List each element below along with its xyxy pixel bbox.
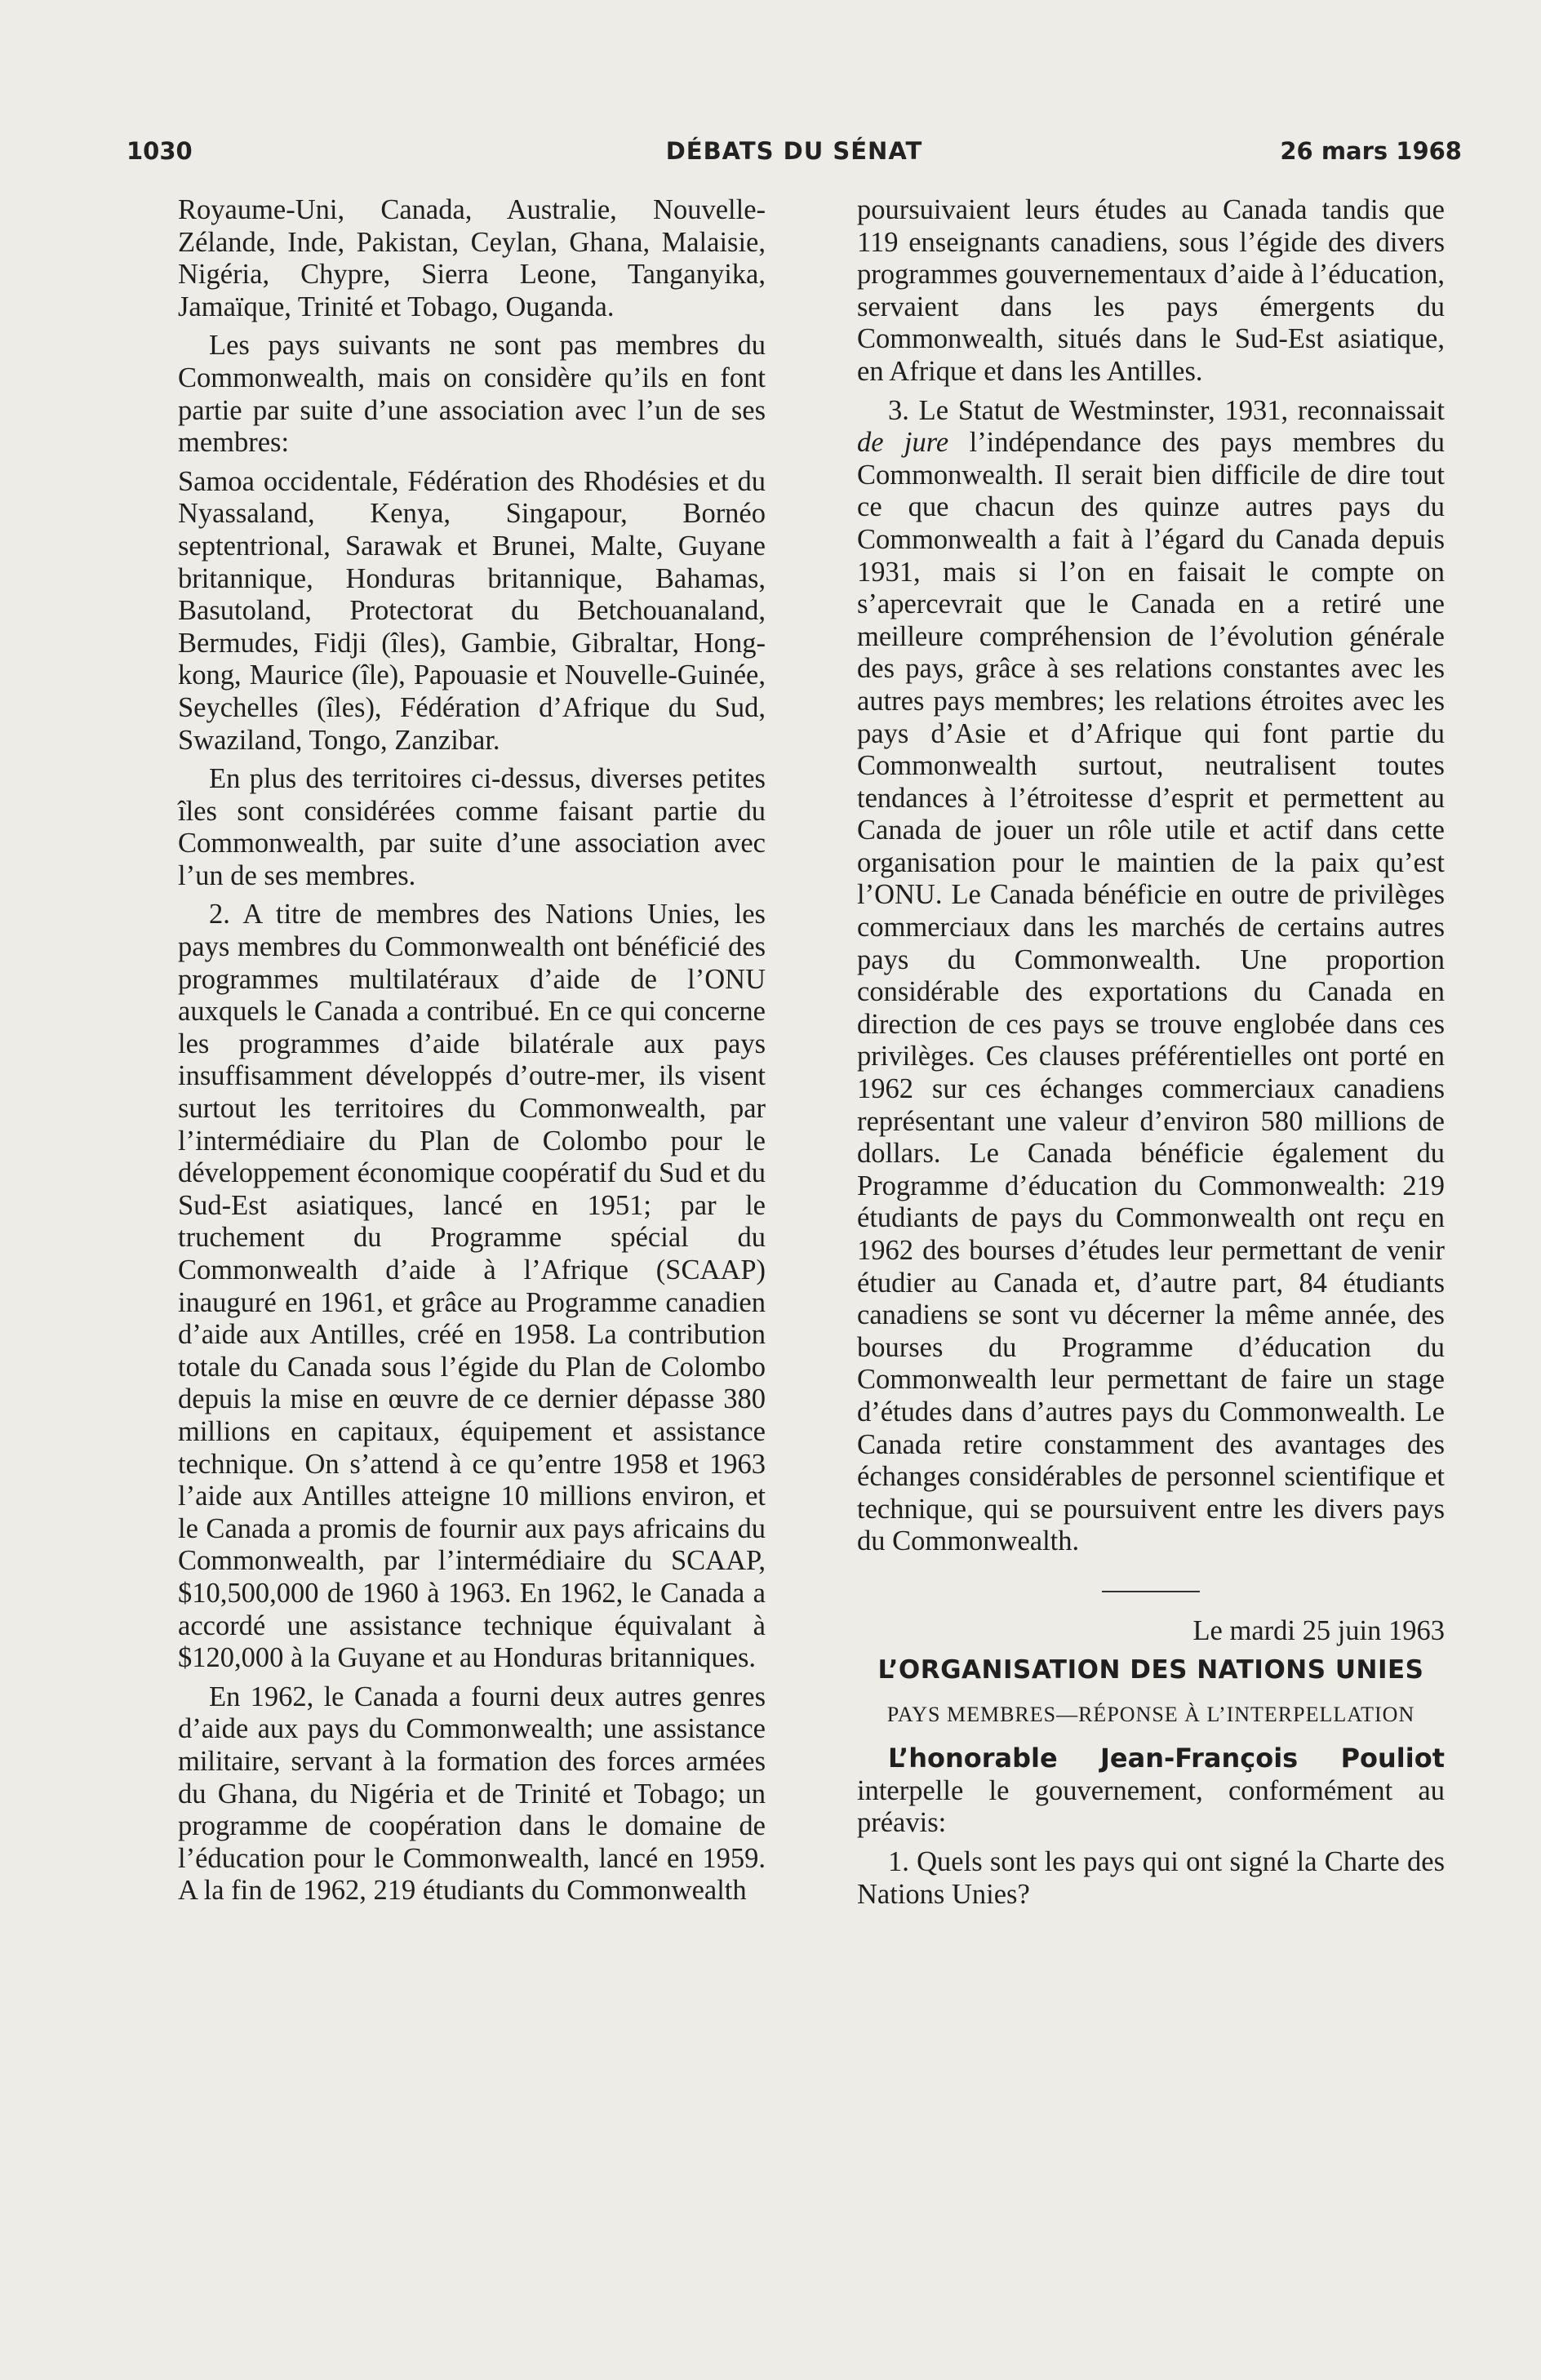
answer-3-start: 3. Le Statut de Westminster, 1931, reconnaissait — [888, 394, 1445, 426]
de-jure-italic: de jure — [857, 427, 949, 459]
speaker-name: L’honorable Jean-François Pouliot — [888, 1743, 1445, 1774]
inquiry-text: interpelle le gouvernement, conformément au préavis: — [857, 1774, 1445, 1839]
page-number: 1030 — [127, 137, 193, 165]
right-column — [857, 194, 1445, 1917]
paragraph-associated-intro: Les pays suivants ne sont pas membres du Commonwealth, mais on considère qu’ils en font partie par suite d’une association avec l’un de ses membres: — [178, 330, 766, 459]
sitting-date: Le mardi 25 juin 1963 — [1192, 1614, 1445, 1646]
member-countries-list: Royaume-Uni, Canada, Australie, Nouvelle-Zélande, Inde, Pakistan, Ceylan, Ghana, Malaisie, Nigéria, Chypre, Sierra Leone, Tanganyika, Jamaïque, Trinité et Tobago, Ouganda. — [178, 194, 766, 322]
paragraph-aid-1962: En 1962, le Canada a fourni deux autres genres d’aide aux pays du Commonwealth; une assistance militaire, servant à la formation des forces armées du Ghana, du Nigéria et de Trinité et Tobago; un programme de coopération dans le domaine de l’éducation pour le Commonwealth, lancé en 1959. A la fin de 1962, 219 étudiants du Commonwealth — [178, 1681, 766, 1907]
paragraph-inquiry — [857, 1743, 1445, 1840]
section-subtitle: PAYS MEMBRES—RÉPONSE À L’INTERPELLATION — [886, 1703, 1415, 1727]
left-column — [178, 194, 766, 1914]
paragraph-answer-2: 2. A titre de membres des Nations Unies, les pays membres du Commonwealth ont bénéficié des programmes multilatéraux d’aide de l’ONU auxquels le Canada a contribué. En ce qui concerne les programmes d’aide bilatérale aux pays insuffisamment développés d’outre-mer, ils visent surtout les territoires du Commonwealth, par l’intermédiaire du Plan de Colombo pour le développement économique coopératif du Sud et du Sud-Est asiatiques, lancé en 1951; par le truchement du Programme spécial du Commonwealth d’aide à l’Afrique (SCAAP) inauguré en 1961, et grâce au Programme canadien d’aide aux Antilles, créé en 1958. La contribution totale du Canada sous l’égide du Plan de Colombo depuis la mise en œuvre de ce dernier dépasse 380 millions en capitaux, équipement et assistance technique. On s’attend à ce qu’entre 1958 et 1963 l’aide aux Antilles atteigne 10 millions environ, et le Canada a promis de fournir aux pays africains du Commonwealth, par l’intermédiaire du SCAAP, $10,500,000 de 1960 à 1963. En 1962, le Canada a accordé une assistance technique équivalant à $120,000 à la Guyane et au Honduras britanniques. — [178, 899, 766, 1674]
header-date: 26 mars 1968 — [1280, 137, 1462, 165]
paragraph-continued: poursuivaient leurs études au Canada tandis que 119 enseignants canadiens, sous l’égide des divers programmes gouvernementaux d’aide à l’éducation, servaient dans les pays émergents du Commonwealth, situés dans le Sud-Est asiatique, en Afrique et dans les Antilles. — [857, 194, 1445, 387]
section-title: L’ORGANISATION DES NATIONS UNIES — [877, 1654, 1424, 1685]
paragraph-small-islands: En plus des territoires ci-dessus, diverses petites îles sont considérées comme faisant partie du Commonwealth, par suite d’une association avec l’un de ses membres. — [178, 763, 766, 891]
answer-3-rest: l’indépendance des pays membres du Commonwealth. Il serait bien difficile de dire tout ce que chacun des quinze autres pays du Commonwealth a fait à l’égard du Canada depuis 1931, mais si l’on en faisait le compte on s’apercevrait que le Canada en a retiré une meilleure compréhension de l’évolution générale des pays, grâce à ses relations constantes avec les autres pays membres; les relations étroites avec les pays d’Asie et d’Afrique qui font partie du Commonwealth surtout, neutralisent toutes tendances à l’étroitesse d’esprit et permettent au Canada de jouer un rôle utile et actif dans cette organisation pour le maintien de la paix qu’est l’ONU. Le Canada bénéficie en outre de privilèges commerciaux dans les marchés de certains autres pays du Commonwealth. Une proportion considérable des exportations du Canada en direction de ces pays se trouve englobée dans ces privilèges. Ces clauses préférentielles ont porté en 1962 sur ces échanges commerciaux canadiens représentant une valeur d’environ 580 millions de dollars. Le Canada bénéficie également du Programme d’éducation du Commonwealth: 219 étudiants de pays du Commonwealth ont reçu en 1962 des bourses d’études leur permettant de venir étudier au Canada et, d’autre part, 84 étudiants canadiens se sont vu décerner la même année, des bourses du Programme d’éducation du Commonwealth leur permettant de faire un stage d’études dans d’autres pays du Commonwealth. Le Canada retire constamment des avantages des échanges considérables de personnel scientifique et technique, qui se poursuivent entre les divers pays du Commonwealth. — [857, 427, 1445, 1557]
associated-territories-list: Samoa occidentale, Fédération des Rhodésies et du Nyassaland, Kenya, Singapour, Bornéo septentrional, Sarawak et Brunei, Malte, Guyane britannique, Honduras britannique, Bahamas, Basutoland, Protectorat du Betchouanaland, Bermudes, Fidji (îles), Gambie, Gibraltar, Hong-kong, Maurice (île), Papouasie et Nouvelle-Guinée, Seychelles (îles), Fédération d’Afrique du Sud, Swaziland, Tongo, Zanzibar. — [178, 465, 766, 756]
page-header — [127, 137, 1462, 173]
publication-title: DÉBATS DU SÉNAT — [665, 137, 923, 165]
question-1: 1. Quels sont les pays qui ont signé la Charte des Nations Unies? — [857, 1845, 1445, 1910]
section-divider — [1102, 1591, 1200, 1592]
paragraph-answer-3 — [857, 395, 1445, 1558]
